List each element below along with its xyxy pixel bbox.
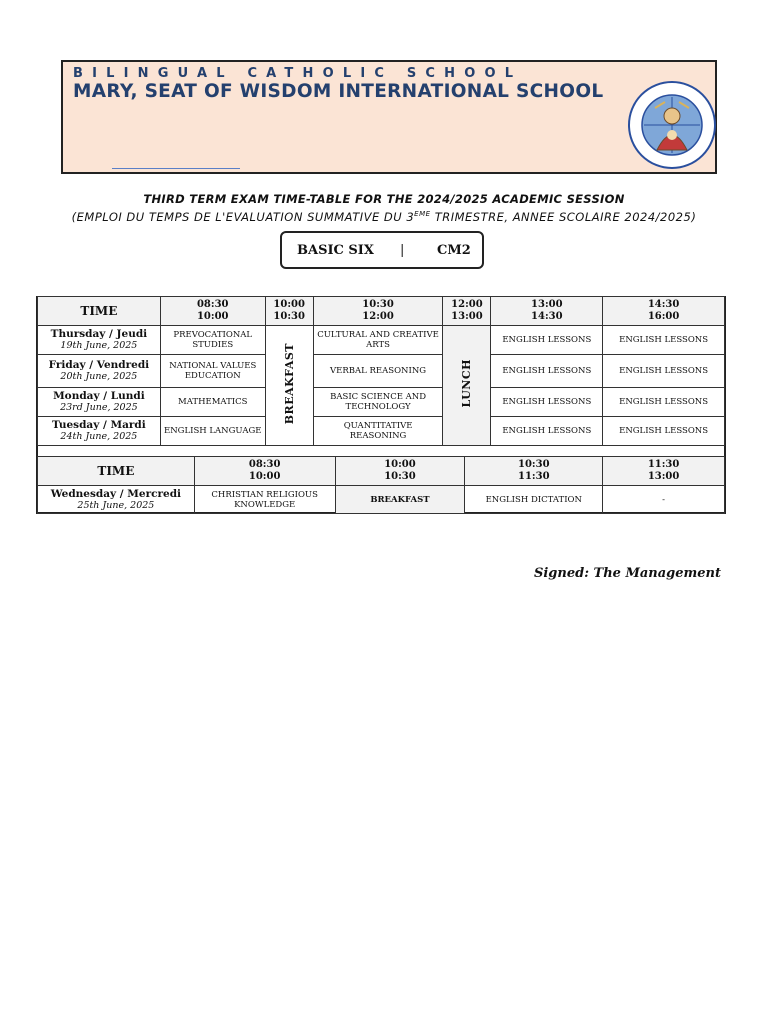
breakfast-cell xyxy=(265,326,313,446)
subject-cell: ENGLISH LESSONS xyxy=(491,388,603,417)
time-header: TIME xyxy=(38,457,195,486)
slot-header: 14:30 16:00 xyxy=(603,297,725,326)
subject-cell: ENGLISH LESSONS xyxy=(491,417,603,446)
school-header xyxy=(61,60,717,174)
timetable-main xyxy=(37,296,725,446)
slot-header: 12:00 13:00 xyxy=(443,297,491,326)
lunch-label: LUNCH xyxy=(460,359,474,408)
day-cell: Thursday / Jeudi 19th June, 2025 xyxy=(38,326,161,355)
slot-header: 11:30 13:00 xyxy=(603,457,725,486)
subject-cell: - xyxy=(603,486,725,514)
day-cell: Wednesday / Mercredi 25th June, 2025 xyxy=(38,486,195,514)
subject-cell: CULTURAL AND CREATIVE ARTS xyxy=(313,326,443,355)
table-row xyxy=(38,417,725,446)
class-name: BASIC SIX xyxy=(297,243,374,258)
breakfast-label: BREAKFAST xyxy=(282,342,296,425)
slot-header: 08:30 10:00 xyxy=(194,457,335,486)
timetable-subtitle-fr: (EMPLOI DU TEMPS DE L'EVALUATION SUMMATIVE DU 3EME TRIMESTRE, ANNEE SCOLAIRE 2024/2025) xyxy=(71,210,697,224)
subject-cell: QUANTITATIVE REASONING xyxy=(313,417,443,446)
breakfast-cell: BREAKFAST xyxy=(335,486,465,514)
subject-cell: NATIONAL VALUES EDUCATION xyxy=(160,355,265,388)
subject-cell: VERBAL REASONING xyxy=(313,355,443,388)
day-cell: Tuesday / Mardi 24th June, 2025 xyxy=(38,417,161,446)
table-row xyxy=(38,326,725,355)
class-name-fr: CM2 xyxy=(437,243,471,258)
slot-header: 10:00 10:30 xyxy=(335,457,465,486)
day-cell: Monday / Lundi 23rd June, 2025 xyxy=(38,388,161,417)
slot-header: 10:30 11:30 xyxy=(465,457,603,486)
slot-header: 13:00 14:30 xyxy=(491,297,603,326)
subject-cell: ENGLISH LESSONS xyxy=(603,417,725,446)
slot-header: 08:30 10:00 xyxy=(160,297,265,326)
timetable-wednesday xyxy=(37,456,725,514)
slot-header: 10:00 10:30 xyxy=(265,297,313,326)
subject-cell: ENGLISH LESSONS xyxy=(603,355,725,388)
subject-cell: MATHEMATICS xyxy=(160,388,265,417)
subject-cell: ENGLISH LESSONS xyxy=(603,388,725,417)
subject-cell: ENGLISH LESSONS xyxy=(491,355,603,388)
slot-header: 10:30 12:00 xyxy=(313,297,443,326)
subject-cell: ENGLISH LESSONS xyxy=(491,326,603,355)
signature-line: Signed: The Management xyxy=(533,566,721,581)
table-row xyxy=(38,388,725,417)
school-type: BILINGUAL CATHOLIC SCHOOL xyxy=(73,66,523,81)
day-cell: Friday / Vendredi 20th June, 2025 xyxy=(38,355,161,388)
table-row xyxy=(38,355,725,388)
time-header: TIME xyxy=(38,297,161,326)
table-row xyxy=(38,486,725,514)
subject-cell: ENGLISH LESSONS xyxy=(603,326,725,355)
subject-cell: PREVOCATIONAL STUDIES xyxy=(160,326,265,355)
header-underline xyxy=(112,168,240,169)
class-separator: | xyxy=(400,243,405,258)
subject-cell: ENGLISH LANGUAGE xyxy=(160,417,265,446)
timetable-title: THIRD TERM EXAM TIME-TABLE FOR THE 2024/2025 ACADEMIC SESSION xyxy=(143,192,625,206)
class-label-box xyxy=(280,231,484,269)
subject-cell: BASIC SCIENCE AND TECHNOLOGY xyxy=(313,388,443,417)
school-name: MARY, SEAT OF WISDOM INTERNATIONAL SCHOOL xyxy=(73,81,604,102)
subject-cell: CHRISTIAN RELIGIOUS KNOWLEDGE xyxy=(194,486,335,514)
lunch-cell xyxy=(443,326,491,446)
school-seal-logo xyxy=(627,80,717,170)
subject-cell: ENGLISH DICTATION xyxy=(465,486,603,514)
